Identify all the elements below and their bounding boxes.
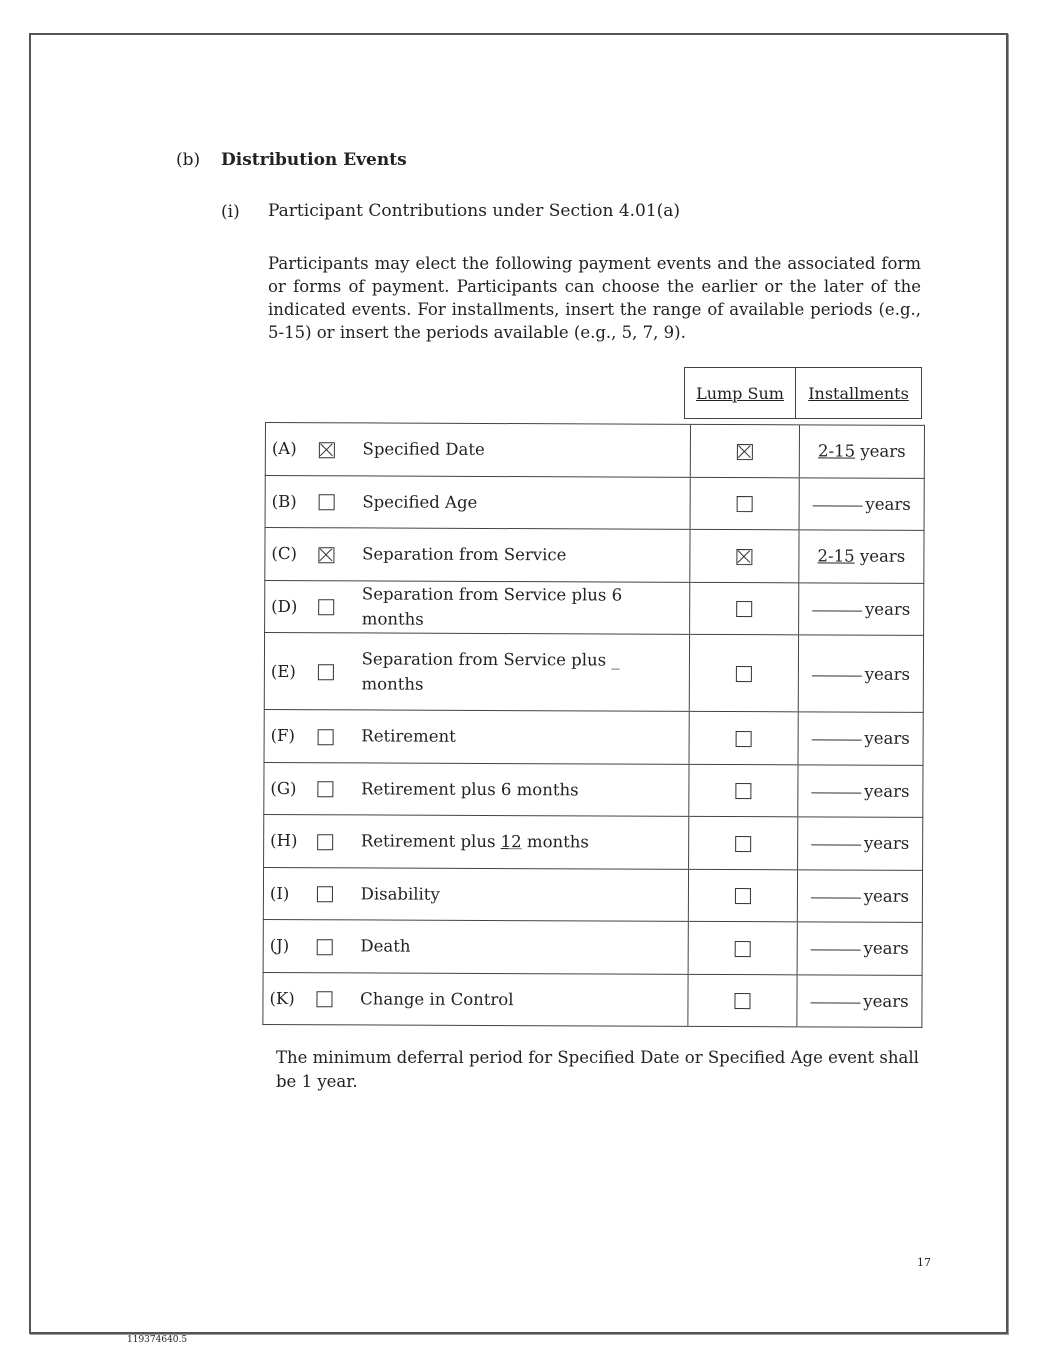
event-name: Death <box>360 920 688 974</box>
event-name: Separation from Service plus _ months <box>361 633 690 711</box>
installments-unit: years <box>864 728 910 749</box>
event-name: Separation from Service <box>362 528 690 582</box>
event-name-prefix: Retirement plus <box>360 831 501 852</box>
table-row <box>265 423 924 478</box>
subsection-title: Participant Contributions under Section 4.01(a) <box>268 201 681 221</box>
event-name <box>361 815 689 869</box>
row-label: (D) <box>265 580 319 633</box>
lump-sum-header: Lump Sum <box>684 367 796 419</box>
table-row <box>265 528 924 583</box>
event-checkbox[interactable] <box>317 991 333 1007</box>
event-checkbox[interactable] <box>317 939 333 955</box>
lump-sum-checkbox[interactable] <box>735 836 751 852</box>
row-label: (K) <box>263 972 317 1025</box>
installments-unit: years <box>863 938 909 959</box>
installments-unit: years <box>859 546 906 567</box>
installments-unit: years <box>863 886 910 906</box>
lump-sum-checkbox[interactable] <box>736 731 752 747</box>
installments-blank[interactable] <box>812 610 862 611</box>
table-row <box>263 919 922 974</box>
installments-blank[interactable] <box>811 845 861 846</box>
installments-cell <box>797 869 922 922</box>
installments-blank[interactable] <box>812 505 862 506</box>
event-checkbox[interactable] <box>319 442 335 458</box>
event-months-value: 12 <box>500 832 522 852</box>
installments-cell <box>799 530 924 583</box>
row-label: (B) <box>265 475 319 528</box>
event-name: Specified Age <box>362 475 690 529</box>
lump-sum-checkbox[interactable] <box>737 444 753 460</box>
installments-cell <box>798 712 923 765</box>
document-id: 119374640.5 <box>127 1335 188 1345</box>
lump-sum-checkbox[interactable] <box>735 888 751 904</box>
table-row <box>265 580 924 635</box>
event-name: Retirement <box>361 710 689 764</box>
table-row <box>264 814 923 869</box>
lump-sum-checkbox[interactable] <box>737 496 753 512</box>
section-marker: (b) <box>176 150 201 170</box>
installments-unit: years <box>864 664 911 684</box>
row-label: (F) <box>264 709 318 762</box>
subsection-marker: (i) <box>221 202 240 222</box>
installments-unit: years <box>863 991 909 1011</box>
event-checkbox[interactable] <box>319 547 335 563</box>
installments-cell <box>797 974 922 1027</box>
installments-unit: years <box>864 599 911 619</box>
installments-unit: years <box>865 494 911 514</box>
page-number: 17 <box>917 1256 931 1269</box>
event-name: Separation from Service plus 6 months <box>362 580 690 634</box>
installments-unit: years <box>864 781 910 801</box>
installments-blank[interactable] <box>810 1002 860 1003</box>
row-label: (C) <box>265 528 319 581</box>
event-checkbox[interactable] <box>319 494 335 510</box>
row-label: (I) <box>263 867 317 920</box>
event-checkbox[interactable] <box>318 834 334 850</box>
event-checkbox[interactable] <box>318 664 334 680</box>
minimum-deferral-note: The minimum deferral period for Specified Date or Specified Age event shall be 1 year. <box>276 1048 919 1091</box>
event-checkbox[interactable] <box>318 781 334 797</box>
lump-sum-checkbox[interactable] <box>735 993 751 1009</box>
lump-sum-checkbox[interactable] <box>736 783 752 799</box>
event-checkbox[interactable] <box>318 729 334 745</box>
table-row <box>264 633 923 713</box>
installments-blank[interactable] <box>811 740 861 741</box>
installments-cell <box>797 922 922 975</box>
installments-header: Installments <box>795 367 922 419</box>
row-label: (H) <box>264 814 318 867</box>
installments-cell <box>797 817 922 870</box>
table-row <box>263 867 922 922</box>
installments-blank[interactable] <box>811 897 861 898</box>
installments-value[interactable]: 2-15 <box>817 546 855 566</box>
row-label: (E) <box>264 633 318 710</box>
intro-paragraph: Participants may elect the following payment events and the associated form or forms of payment. Participants can choose the earlier or the later of the indicated events. For installments, insert the range of available periods (e.g., 5-15) or insert the periods available (e.g., 5, 7, 9). <box>268 254 921 342</box>
installments-cell <box>799 477 924 530</box>
installments-cell <box>798 764 923 817</box>
row-label: (G) <box>264 762 318 815</box>
table-row <box>264 709 923 764</box>
distribution-events-table <box>262 422 925 1028</box>
lump-sum-checkbox[interactable] <box>736 601 752 617</box>
event-checkbox[interactable] <box>319 599 335 615</box>
section-title: Distribution Events <box>221 150 407 170</box>
lump-sum-checkbox[interactable] <box>737 549 753 565</box>
installments-blank[interactable] <box>812 675 862 676</box>
table-row <box>264 762 923 817</box>
installments-blank[interactable] <box>811 792 861 793</box>
lump-sum-checkbox[interactable] <box>736 666 752 682</box>
installments-unit: years <box>863 833 910 854</box>
row-label: (J) <box>263 919 317 972</box>
table-row <box>265 475 924 530</box>
lump-sum-checkbox[interactable] <box>735 941 751 957</box>
event-name: Retirement plus 6 months <box>361 762 689 816</box>
event-name: Change in Control <box>360 972 688 1026</box>
event-name: Specified Date <box>362 423 690 477</box>
installments-cell <box>798 635 923 713</box>
event-checkbox[interactable] <box>317 886 333 902</box>
table-row <box>263 972 922 1027</box>
installments-value[interactable]: 2-15 <box>817 441 856 461</box>
installments-cell <box>799 425 924 478</box>
event-name-suffix: months <box>521 832 589 852</box>
installments-unit: years <box>860 441 906 462</box>
row-label: (A) <box>265 423 319 476</box>
event-name: Disability <box>361 867 689 921</box>
installments-cell <box>798 582 923 635</box>
installments-blank[interactable] <box>811 950 861 951</box>
